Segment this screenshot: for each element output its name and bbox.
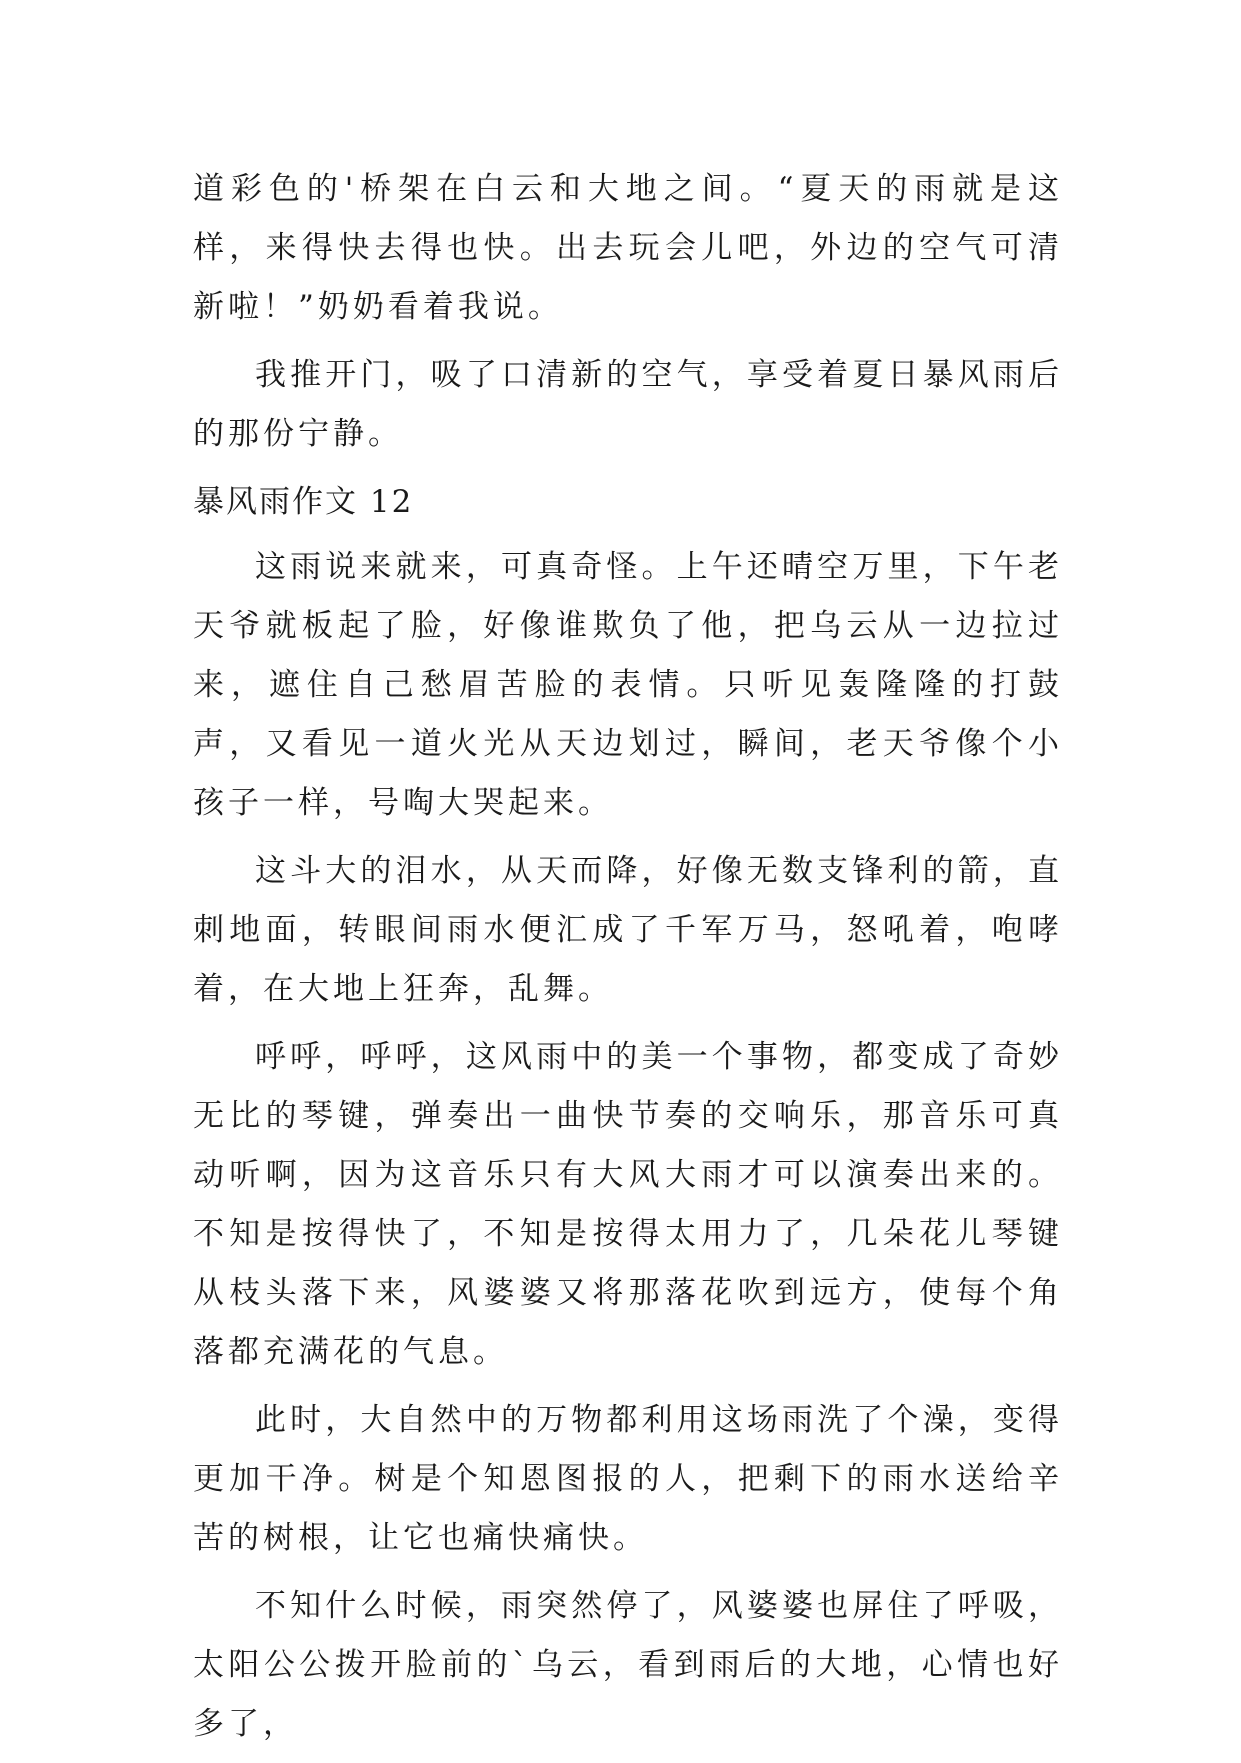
paragraph: 这雨说来就来，可真奇怪。上午还晴空万里，下午老天爷就板起了脸，好像谁欺负了他，把乌云从一边拉过来，遮住自己愁眉苦脸的表情。只听见轰隆隆的打鼓声，又看见一道火光从天边划过，瞬间，老天爷像个小孩子一样，号啕大哭起来。: [193, 549, 1063, 821]
paragraph: 呼呼，呼呼，这风雨中的美一个事物，都变成了奇妙无比的琴键，弹奏出一曲快节奏的交响乐，那音乐可真动听啊，因为这音乐只有大风大雨才可以演奏出来的。不知是按得快了，不知是按得太用力了，几朵花儿琴键从枝头落下来，风婆婆又将那落花吹到远方，使每个角落都充满花的气息。: [193, 1039, 1063, 1370]
section-title: 暴风雨作文 12: [193, 484, 414, 520]
paragraph: 不知什么时候，雨突然停了，风婆婆也屏住了呼吸，太阳公公拨开脸前的`乌云，看到雨后的大地，心情也好多了，: [193, 1588, 1063, 1742]
paragraph: 此时，大自然中的万物都利用这场雨洗了个澡，变得更加干净。树是个知恩图报的人，把剩下的雨水送给辛苦的树根，让它也痛快痛快。: [193, 1402, 1063, 1556]
paragraph: 道彩色的'桥架在白云和大地之间。“夏天的雨就是这样，来得快去得也快。出去玩会儿吧，外边的空气可清新啦！”奶奶看着我说。: [193, 171, 1063, 325]
paragraph: 这斗大的泪水，从天而降，好像无数支锋利的箭，直刺地面，转眼间雨水便汇成了千军万马，怒吼着，咆哮着，在大地上狂奔，乱舞。: [193, 853, 1063, 1007]
document-page: [193, 160, 1063, 1763]
paragraph: 我推开门，吸了口清新的空气，享受着夏日暴风雨后的那份宁静。: [193, 357, 1063, 452]
